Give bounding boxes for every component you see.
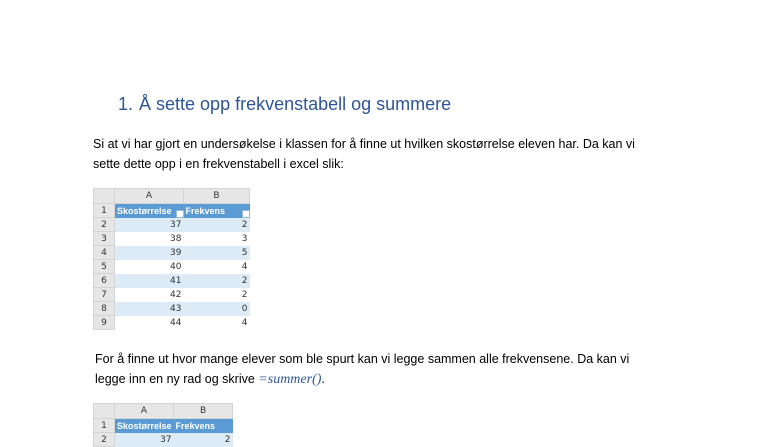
cell-freq: 2 xyxy=(184,288,250,302)
formula-summer: =summer() xyxy=(258,372,322,387)
row-number: 4 xyxy=(94,246,115,260)
paragraph-intro-line2: sette dette opp i en frekvenstabell i excel slik: xyxy=(93,157,344,171)
paragraph-intro-line1: Si at vi har gjort en undersøkelse i klassen for å finne ut hvilken skostørrelse eleven har. Da kan vi xyxy=(93,137,635,151)
row-number: 8 xyxy=(94,302,115,316)
header-frekvens-label: Frekvens xyxy=(175,420,216,431)
cell-size: 43 xyxy=(115,302,184,316)
corner-cell xyxy=(94,189,115,204)
filter-dropdown-icon xyxy=(242,210,250,218)
cell-size: 38 xyxy=(115,232,184,246)
table-row xyxy=(94,302,250,316)
paragraph-sum-line2-text: legge inn en ny rad og skrive xyxy=(95,372,259,386)
table-row xyxy=(94,232,250,246)
row-number: 6 xyxy=(94,274,115,288)
cell-freq: 5 xyxy=(184,246,250,260)
table-row xyxy=(94,260,250,274)
row-number: 1 xyxy=(94,419,115,433)
row-number: 5 xyxy=(94,260,115,274)
excel-table-screenshot-1 xyxy=(93,188,250,330)
cell-size: 37 xyxy=(115,218,184,232)
header-frekvens xyxy=(174,419,233,433)
row-number: 3 xyxy=(94,232,115,246)
column-letter-a: A xyxy=(115,189,184,204)
section-heading xyxy=(118,94,451,115)
paragraph-sum-line2-end: . xyxy=(321,372,325,386)
cell-size: 41 xyxy=(115,274,184,288)
row-number: 2 xyxy=(94,433,115,447)
row-number: 2 xyxy=(94,218,115,232)
column-letter-b: B xyxy=(184,189,250,204)
header-skostorrelse-label: Skostørrelse xyxy=(117,205,172,216)
table-row xyxy=(94,288,250,302)
corner-cell xyxy=(94,404,115,419)
paragraph-sum-line1: For å finne ut hvor mange elever som ble spurt kan vi legge sammen alle frekvensene. Da kan vi xyxy=(95,352,630,366)
cell-size: 40 xyxy=(115,260,184,274)
cell-freq: 4 xyxy=(184,316,250,330)
cell-freq: 2 xyxy=(174,433,233,447)
row-number: 7 xyxy=(94,288,115,302)
cell-size: 37 xyxy=(115,433,174,447)
header-frekvens xyxy=(184,204,250,218)
cell-freq: 2 xyxy=(184,218,250,232)
cell-freq: 0 xyxy=(184,302,250,316)
cell-freq: 3 xyxy=(184,232,250,246)
table-row xyxy=(94,433,233,447)
heading-number: 1. xyxy=(118,94,134,114)
cell-size: 44 xyxy=(115,316,184,330)
row-number: 9 xyxy=(94,316,115,330)
table-row xyxy=(94,316,250,330)
cell-freq: 2 xyxy=(184,274,250,288)
header-skostorrelse xyxy=(115,419,174,433)
paragraph-sum xyxy=(95,349,629,390)
table-row xyxy=(94,274,250,288)
header-skostorrelse xyxy=(115,204,184,218)
heading-text: Å sette opp frekvenstabell og summere xyxy=(139,94,452,114)
table-row xyxy=(94,246,250,260)
header-skostorrelse-label: Skostørrelse xyxy=(117,420,172,431)
header-frekvens-label: Frekvens xyxy=(185,205,226,216)
paragraph-sum-line2 xyxy=(95,369,629,390)
column-letter-a: A xyxy=(115,404,174,419)
filter-dropdown-icon xyxy=(176,210,184,218)
cell-size: 39 xyxy=(115,246,184,260)
column-letter-b: B xyxy=(174,404,233,419)
row-number: 1 xyxy=(94,204,115,218)
paragraph-intro xyxy=(93,134,635,174)
cell-freq: 4 xyxy=(184,260,250,274)
table-row xyxy=(94,218,250,232)
cell-size: 42 xyxy=(115,288,184,302)
excel-table-screenshot-2 xyxy=(93,403,233,447)
